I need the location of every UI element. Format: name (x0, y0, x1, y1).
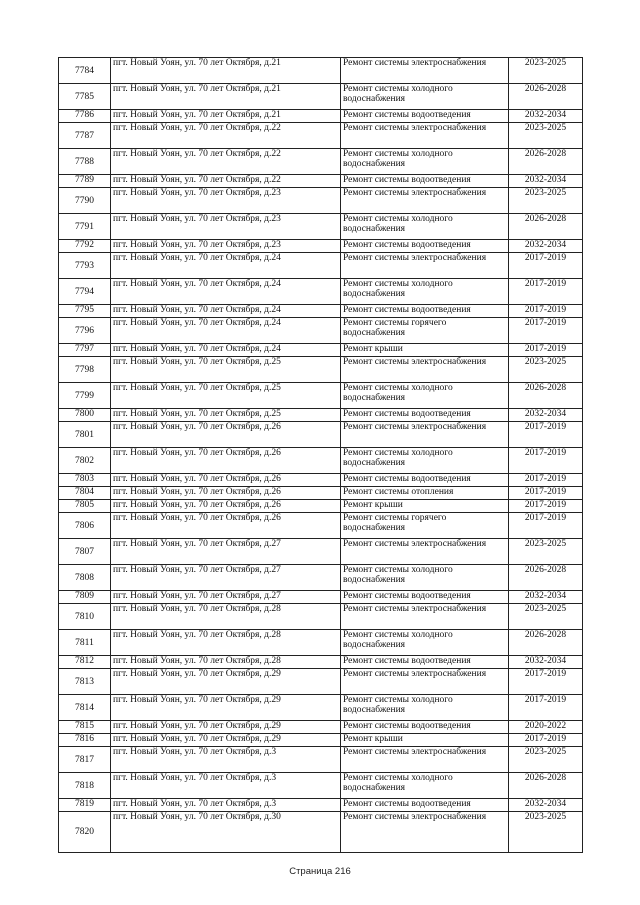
row-number-cell: 7799 (59, 383, 111, 409)
table-row (59, 149, 583, 175)
address-cell: пгт. Новый Уоян, ул. 70 лет Октября, д.26 (111, 487, 341, 500)
period-cell: 2017-2019 (509, 487, 583, 500)
address-cell: пгт. Новый Уоян, ул. 70 лет Октября, д.23 (111, 188, 341, 214)
address-cell: пгт. Новый Уоян, ул. 70 лет Октября, д.28 (111, 630, 341, 656)
work-type-cell: Ремонт системы водоотведения (341, 656, 509, 669)
work-type-cell: Ремонт системы водоотведения (341, 305, 509, 318)
work-type-cell: Ремонт крыши (341, 734, 509, 747)
work-type-cell: Ремонт системы водоотведения (341, 799, 509, 812)
table-row (59, 539, 583, 565)
address-cell: пгт. Новый Уоян, ул. 70 лет Октября, д.21 (111, 84, 341, 110)
row-number-cell: 7819 (59, 799, 111, 812)
table-row (59, 656, 583, 669)
row-number-cell: 7790 (59, 188, 111, 214)
address-cell: пгт. Новый Уоян, ул. 70 лет Октября, д.23 (111, 214, 341, 240)
row-number-cell: 7798 (59, 357, 111, 383)
row-number-cell: 7817 (59, 747, 111, 773)
row-number-cell: 7784 (59, 58, 111, 84)
work-type-cell: Ремонт системы электроснабжения (341, 357, 509, 383)
address-cell: пгт. Новый Уоян, ул. 70 лет Октября, д.22 (111, 175, 341, 188)
work-type-cell: Ремонт системы холодного водоснабжения (341, 279, 509, 305)
table-row (59, 383, 583, 409)
table-row (59, 253, 583, 279)
address-cell: пгт. Новый Уоян, ул. 70 лет Октября, д.21 (111, 58, 341, 84)
period-cell: 2023-2025 (509, 539, 583, 565)
period-cell: 2023-2025 (509, 604, 583, 630)
work-type-cell: Ремонт системы водоотведения (341, 110, 509, 123)
row-number-cell: 7802 (59, 448, 111, 474)
work-type-cell: Ремонт системы отопления (341, 487, 509, 500)
table-row (59, 123, 583, 149)
address-cell: пгт. Новый Уоян, ул. 70 лет Октября, д.25 (111, 409, 341, 422)
period-cell: 2032-2034 (509, 175, 583, 188)
address-cell: пгт. Новый Уоян, ул. 70 лет Октября, д.28 (111, 656, 341, 669)
work-type-cell: Ремонт системы холодного водоснабжения (341, 630, 509, 656)
table-row (59, 58, 583, 84)
period-cell: 2032-2034 (509, 409, 583, 422)
work-type-cell: Ремонт системы электроснабжения (341, 669, 509, 695)
table-row (59, 110, 583, 123)
address-cell: пгт. Новый Уоян, ул. 70 лет Октября, д.27 (111, 591, 341, 604)
address-cell: пгт. Новый Уоян, ул. 70 лет Октября, д.29 (111, 721, 341, 734)
work-type-cell: Ремонт системы горячего водоснабжения (341, 318, 509, 344)
table-row (59, 279, 583, 305)
row-number-cell: 7803 (59, 474, 111, 487)
address-cell: пгт. Новый Уоян, ул. 70 лет Октября, д.26 (111, 422, 341, 448)
work-type-cell: Ремонт системы холодного водоснабжения (341, 84, 509, 110)
address-cell: пгт. Новый Уоян, ул. 70 лет Октября, д.27 (111, 565, 341, 591)
row-number-cell: 7795 (59, 305, 111, 318)
work-type-cell: Ремонт системы электроснабжения (341, 604, 509, 630)
row-number-cell: 7786 (59, 110, 111, 123)
period-cell: 2026-2028 (509, 84, 583, 110)
address-cell: пгт. Новый Уоян, ул. 70 лет Октября, д.25 (111, 357, 341, 383)
address-cell: пгт. Новый Уоян, ул. 70 лет Октября, д.3 (111, 747, 341, 773)
period-cell: 2032-2034 (509, 110, 583, 123)
row-number-cell: 7811 (59, 630, 111, 656)
address-cell: пгт. Новый Уоян, ул. 70 лет Октября, д.22 (111, 149, 341, 175)
row-number-cell: 7791 (59, 214, 111, 240)
work-type-cell: Ремонт системы холодного водоснабжения (341, 773, 509, 799)
period-cell: 2017-2019 (509, 695, 583, 721)
period-cell: 2032-2034 (509, 591, 583, 604)
period-cell: 2023-2025 (509, 188, 583, 214)
table-row (59, 409, 583, 422)
table-row (59, 305, 583, 318)
table-body (59, 58, 583, 853)
table-row (59, 487, 583, 500)
row-number-cell: 7809 (59, 591, 111, 604)
work-type-cell: Ремонт системы водоотведения (341, 240, 509, 253)
row-number-cell: 7818 (59, 773, 111, 799)
period-cell: 2023-2025 (509, 58, 583, 84)
table-row (59, 357, 583, 383)
work-type-cell: Ремонт крыши (341, 344, 509, 357)
period-cell: 2020-2022 (509, 721, 583, 734)
period-cell: 2017-2019 (509, 513, 583, 539)
row-number-cell: 7785 (59, 84, 111, 110)
period-cell: 2023-2025 (509, 747, 583, 773)
row-number-cell: 7816 (59, 734, 111, 747)
period-cell: 2023-2025 (509, 812, 583, 853)
period-cell: 2017-2019 (509, 344, 583, 357)
page-number: Страница 216 (289, 866, 351, 877)
table-row (59, 747, 583, 773)
period-cell: 2032-2034 (509, 240, 583, 253)
work-type-cell: Ремонт системы холодного водоснабжения (341, 149, 509, 175)
table-row (59, 565, 583, 591)
work-type-cell: Ремонт системы электроснабжения (341, 747, 509, 773)
table-row (59, 695, 583, 721)
work-type-cell: Ремонт системы электроснабжения (341, 253, 509, 279)
period-cell: 2017-2019 (509, 734, 583, 747)
period-cell: 2017-2019 (509, 305, 583, 318)
period-cell: 2026-2028 (509, 214, 583, 240)
table-row (59, 812, 583, 853)
row-number-cell: 7812 (59, 656, 111, 669)
table-row (59, 773, 583, 799)
address-cell: пгт. Новый Уоян, ул. 70 лет Октября, д.21 (111, 110, 341, 123)
work-type-cell: Ремонт системы горячего водоснабжения (341, 513, 509, 539)
period-cell: 2026-2028 (509, 383, 583, 409)
row-number-cell: 7801 (59, 422, 111, 448)
table-row (59, 591, 583, 604)
work-type-cell: Ремонт системы электроснабжения (341, 58, 509, 84)
table-row (59, 214, 583, 240)
row-number-cell: 7806 (59, 513, 111, 539)
row-number-cell: 7814 (59, 695, 111, 721)
address-cell: пгт. Новый Уоян, ул. 70 лет Октября, д.25 (111, 383, 341, 409)
table-row (59, 175, 583, 188)
table-row (59, 84, 583, 110)
address-cell: пгт. Новый Уоян, ул. 70 лет Октября, д.26 (111, 513, 341, 539)
address-cell: пгт. Новый Уоян, ул. 70 лет Октября, д.3 (111, 799, 341, 812)
address-cell: пгт. Новый Уоян, ул. 70 лет Октября, д.24 (111, 318, 341, 344)
repair-schedule-table (58, 57, 583, 853)
period-cell: 2032-2034 (509, 656, 583, 669)
table-row (59, 474, 583, 487)
row-number-cell: 7789 (59, 175, 111, 188)
period-cell: 2026-2028 (509, 565, 583, 591)
table-row (59, 604, 583, 630)
work-type-cell: Ремонт крыши (341, 500, 509, 513)
address-cell: пгт. Новый Уоян, ул. 70 лет Октября, д.23 (111, 240, 341, 253)
address-cell: пгт. Новый Уоян, ул. 70 лет Октября, д.24 (111, 279, 341, 305)
period-cell: 2017-2019 (509, 279, 583, 305)
work-type-cell: Ремонт системы водоотведения (341, 409, 509, 422)
period-cell: 2023-2025 (509, 123, 583, 149)
address-cell: пгт. Новый Уоян, ул. 70 лет Октября, д.3 (111, 773, 341, 799)
period-cell: 2017-2019 (509, 422, 583, 448)
row-number-cell: 7805 (59, 500, 111, 513)
row-number-cell: 7794 (59, 279, 111, 305)
work-type-cell: Ремонт системы холодного водоснабжения (341, 695, 509, 721)
work-type-cell: Ремонт системы водоотведения (341, 591, 509, 604)
row-number-cell: 7815 (59, 721, 111, 734)
row-number-cell: 7807 (59, 539, 111, 565)
table-row (59, 799, 583, 812)
address-cell: пгт. Новый Уоян, ул. 70 лет Октября, д.28 (111, 604, 341, 630)
row-number-cell: 7797 (59, 344, 111, 357)
table-row (59, 669, 583, 695)
table-row (59, 448, 583, 474)
row-number-cell: 7810 (59, 604, 111, 630)
address-cell: пгт. Новый Уоян, ул. 70 лет Октября, д.29 (111, 669, 341, 695)
period-cell: 2017-2019 (509, 253, 583, 279)
table-row (59, 500, 583, 513)
period-cell: 2017-2019 (509, 669, 583, 695)
period-cell: 2026-2028 (509, 149, 583, 175)
row-number-cell: 7793 (59, 253, 111, 279)
period-cell: 2017-2019 (509, 318, 583, 344)
table-row (59, 734, 583, 747)
table-row (59, 422, 583, 448)
row-number-cell: 7808 (59, 565, 111, 591)
row-number-cell: 7804 (59, 487, 111, 500)
work-type-cell: Ремонт системы электроснабжения (341, 812, 509, 853)
table-row (59, 240, 583, 253)
work-type-cell: Ремонт системы холодного водоснабжения (341, 448, 509, 474)
work-type-cell: Ремонт системы электроснабжения (341, 123, 509, 149)
period-cell: 2032-2034 (509, 799, 583, 812)
address-cell: пгт. Новый Уоян, ул. 70 лет Октября, д.29 (111, 734, 341, 747)
period-cell: 2017-2019 (509, 500, 583, 513)
address-cell: пгт. Новый Уоян, ул. 70 лет Октября, д.22 (111, 123, 341, 149)
period-cell: 2026-2028 (509, 630, 583, 656)
period-cell: 2026-2028 (509, 773, 583, 799)
row-number-cell: 7788 (59, 149, 111, 175)
table-row (59, 513, 583, 539)
row-number-cell: 7796 (59, 318, 111, 344)
address-cell: пгт. Новый Уоян, ул. 70 лет Октября, д.24 (111, 344, 341, 357)
address-cell: пгт. Новый Уоян, ул. 70 лет Октября, д.26 (111, 474, 341, 487)
work-type-cell: Ремонт системы водоотведения (341, 175, 509, 188)
work-type-cell: Ремонт системы холодного водоснабжения (341, 214, 509, 240)
table-row (59, 318, 583, 344)
row-number-cell: 7800 (59, 409, 111, 422)
row-number-cell: 7792 (59, 240, 111, 253)
work-type-cell: Ремонт системы водоотведения (341, 474, 509, 487)
row-number-cell: 7820 (59, 812, 111, 853)
address-cell: пгт. Новый Уоян, ул. 70 лет Октября, д.26 (111, 448, 341, 474)
work-type-cell: Ремонт системы электроснабжения (341, 188, 509, 214)
period-cell: 2023-2025 (509, 357, 583, 383)
table-row (59, 630, 583, 656)
address-cell: пгт. Новый Уоян, ул. 70 лет Октября, д.29 (111, 695, 341, 721)
work-type-cell: Ремонт системы водоотведения (341, 721, 509, 734)
address-cell: пгт. Новый Уоян, ул. 70 лет Октября, д.26 (111, 500, 341, 513)
work-type-cell: Ремонт системы электроснабжения (341, 539, 509, 565)
period-cell: 2017-2019 (509, 474, 583, 487)
table-row (59, 344, 583, 357)
address-cell: пгт. Новый Уоян, ул. 70 лет Октября, д.30 (111, 812, 341, 853)
address-cell: пгт. Новый Уоян, ул. 70 лет Октября, д.24 (111, 305, 341, 318)
row-number-cell: 7787 (59, 123, 111, 149)
period-cell: 2017-2019 (509, 448, 583, 474)
work-type-cell: Ремонт системы холодного водоснабжения (341, 383, 509, 409)
table-row (59, 721, 583, 734)
work-type-cell: Ремонт системы электроснабжения (341, 422, 509, 448)
work-type-cell: Ремонт системы холодного водоснабжения (341, 565, 509, 591)
address-cell: пгт. Новый Уоян, ул. 70 лет Октября, д.27 (111, 539, 341, 565)
address-cell: пгт. Новый Уоян, ул. 70 лет Октября, д.24 (111, 253, 341, 279)
row-number-cell: 7813 (59, 669, 111, 695)
table-row (59, 188, 583, 214)
